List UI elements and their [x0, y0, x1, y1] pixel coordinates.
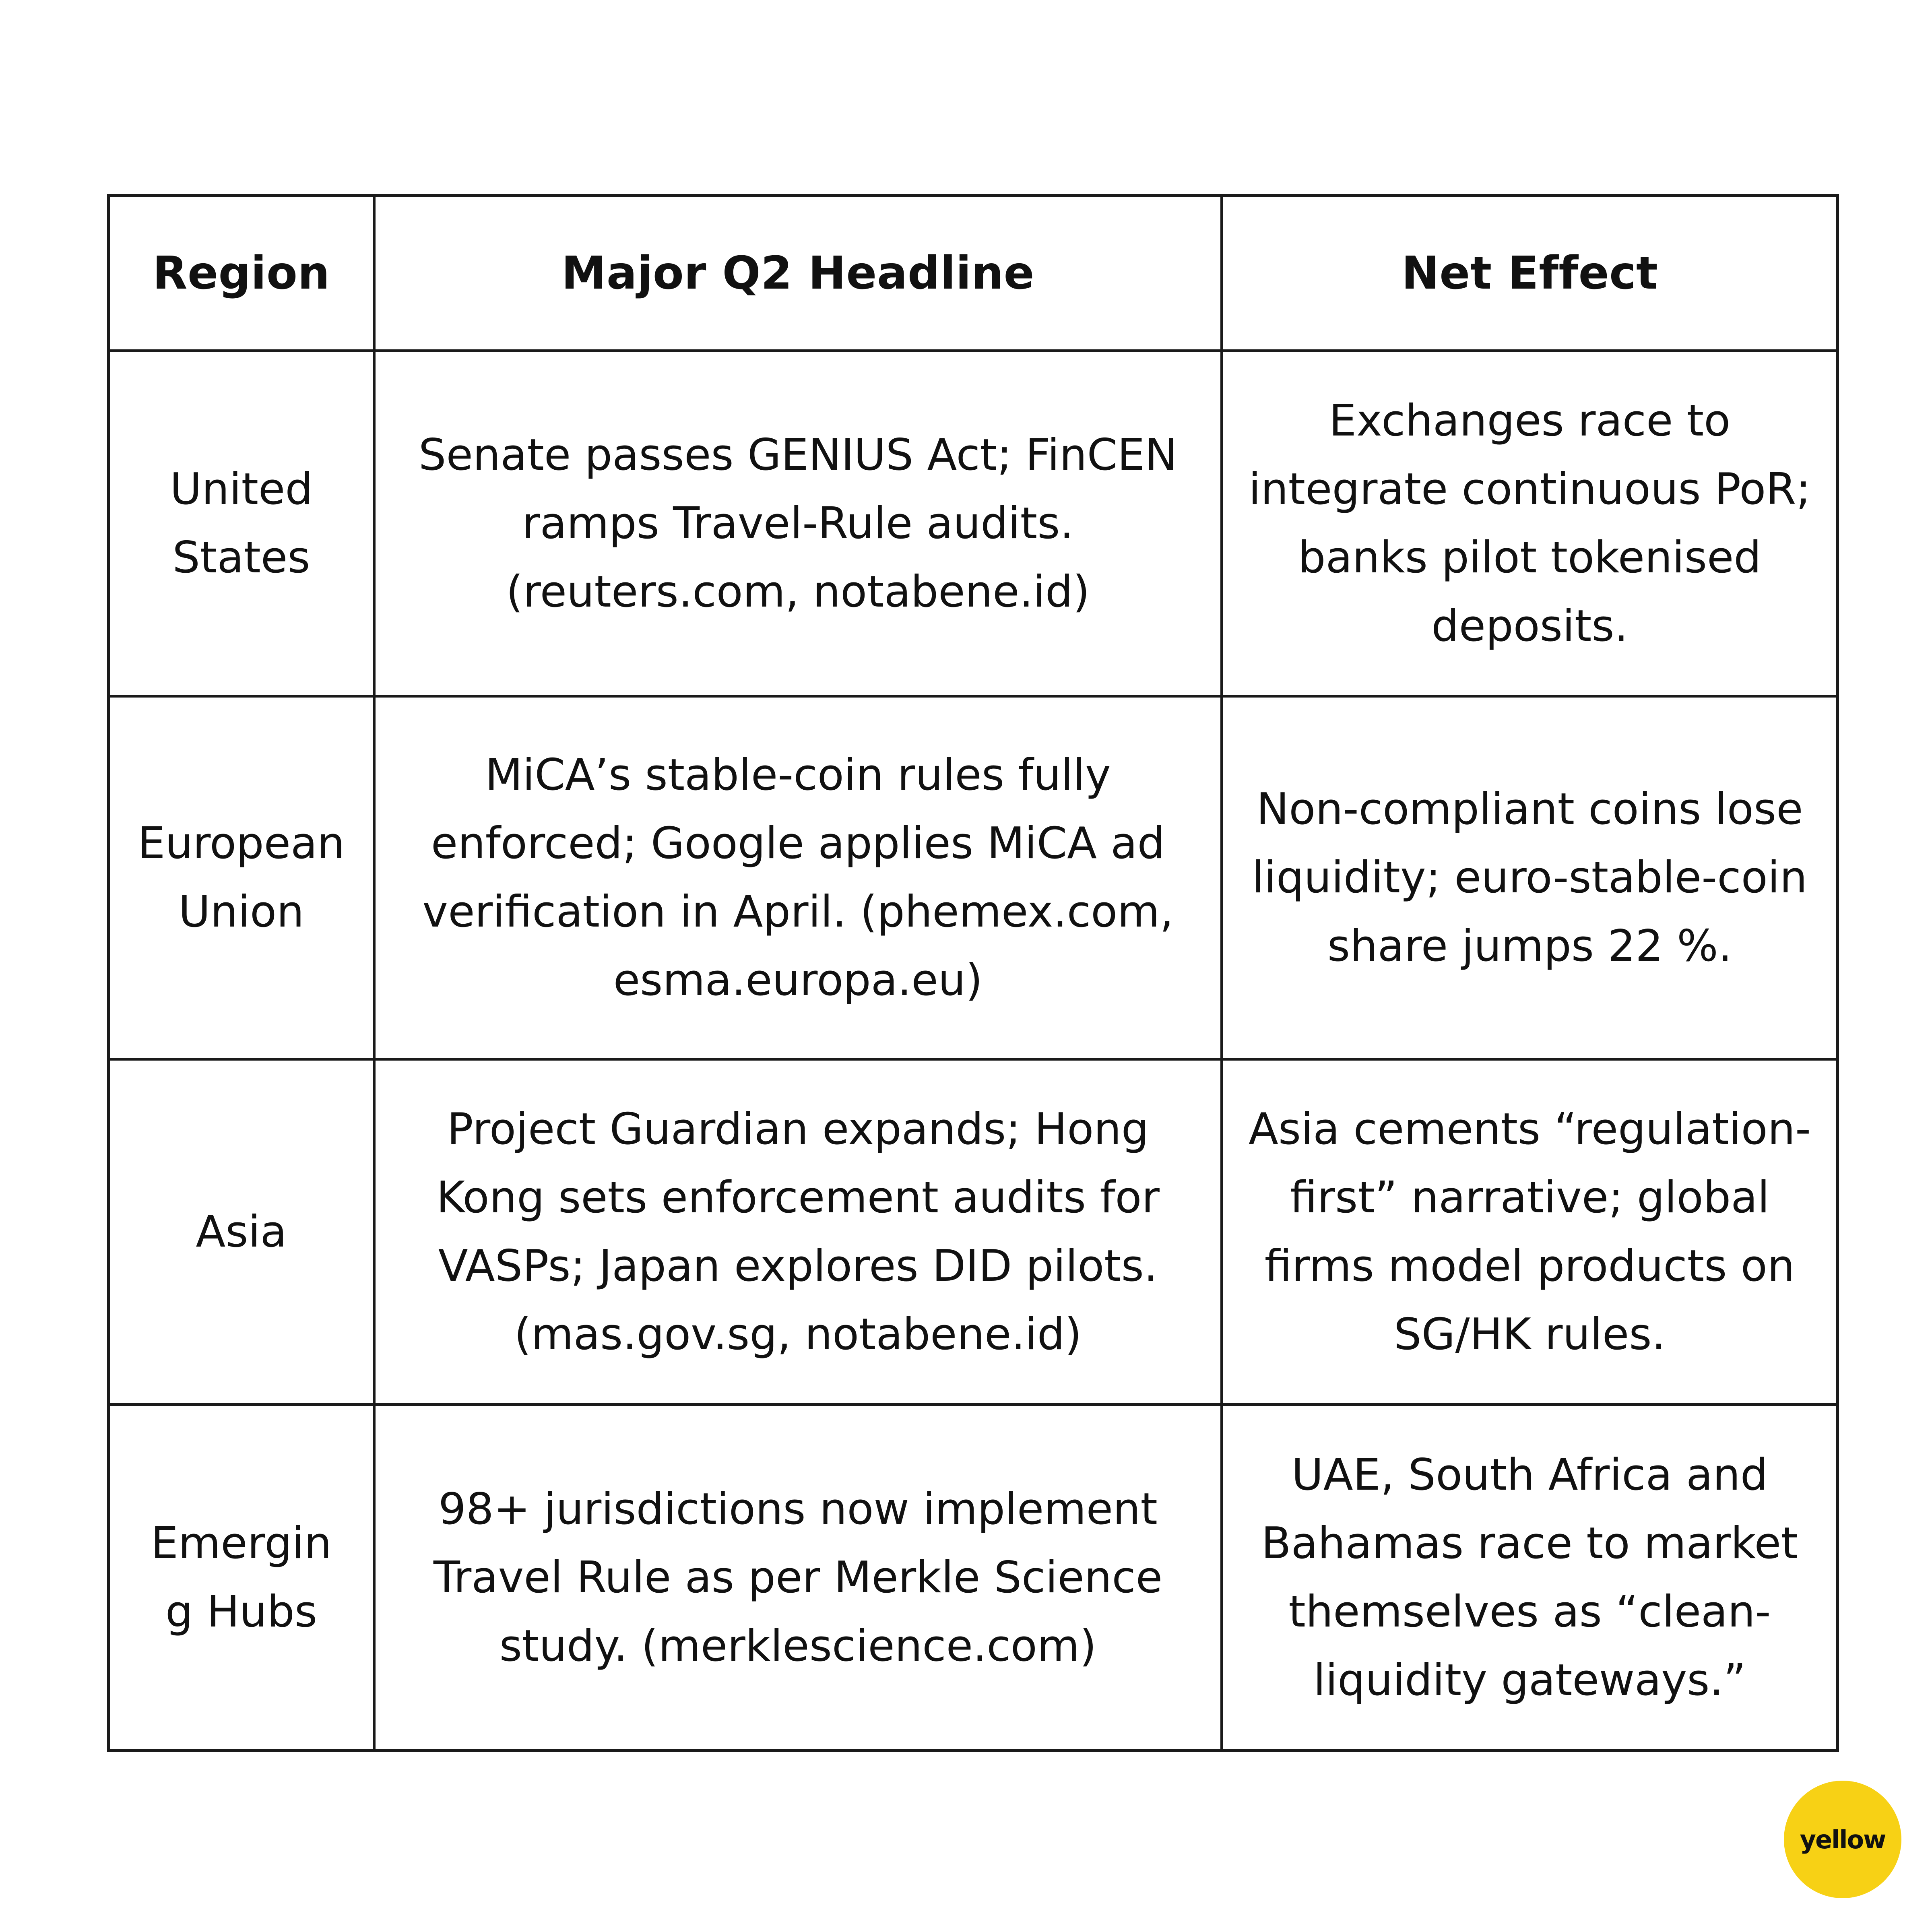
effect-text: Non-compliant coins lose liquidity; euro-stable-coin share jumps 22 %.	[1252, 784, 1808, 971]
region-cell	[109, 696, 374, 1059]
table-row	[109, 1405, 1838, 1751]
headline-text: Project Guardian expands; Hong Kong sets enforcement audits for VASPs; Japan explores DID pilots. (mas.gov.sg, notabene.id)	[436, 1104, 1160, 1360]
region-cell	[109, 1405, 374, 1751]
region-text: European Union	[138, 818, 345, 937]
headline-cell	[374, 1059, 1222, 1405]
effect-cell	[1222, 1059, 1838, 1405]
headline-text: MiCA’s stable-coin rules fully enforced; Google applies MiCA ad verification in April. (phemex.com, esma.europa.eu)	[422, 749, 1174, 1005]
table-row	[109, 351, 1838, 696]
region-text: Asia	[196, 1206, 287, 1257]
headline-text: 98+ jurisdictions now implement Travel Rule as per Merkle Science study. (merklescience.com)	[433, 1484, 1163, 1671]
headline-cell	[374, 1405, 1222, 1751]
header-region: Region	[109, 196, 374, 351]
effect-cell	[1222, 1405, 1838, 1751]
effect-cell	[1222, 351, 1838, 696]
effect-cell	[1222, 696, 1838, 1059]
logo-text: yellow	[1800, 1825, 1886, 1854]
table-row	[109, 696, 1838, 1059]
header-effect: Net Effect	[1222, 196, 1838, 351]
regulation-table	[107, 194, 1839, 1752]
header-headline: Major Q2 Headline	[374, 196, 1222, 351]
effect-text: Asia cements “regulation-first” narrative; global firms model products on SG/HK rules.	[1248, 1104, 1811, 1360]
region-text: Emerging Hubs	[151, 1518, 332, 1637]
headline-cell	[374, 351, 1222, 696]
yellow-logo	[1784, 1781, 1901, 1898]
effect-text: UAE, South Africa and Bahamas race to market themselves as “clean-liquidity gateways.”	[1261, 1449, 1798, 1705]
headline-text: Senate passes GENIUS Act; FinCEN ramps Travel-Rule audits. (reuters.com, notabene.id)	[418, 429, 1178, 617]
headline-cell	[374, 696, 1222, 1059]
table-row	[109, 1059, 1838, 1405]
regulation-table-container	[107, 194, 1839, 1752]
region-text: United States	[170, 464, 313, 583]
effect-text: Exchanges race to integrate continuous PoR; banks pilot tokenised deposits.	[1249, 395, 1811, 651]
region-cell	[109, 351, 374, 696]
region-cell	[109, 1059, 374, 1405]
table-header-row	[109, 196, 1838, 351]
